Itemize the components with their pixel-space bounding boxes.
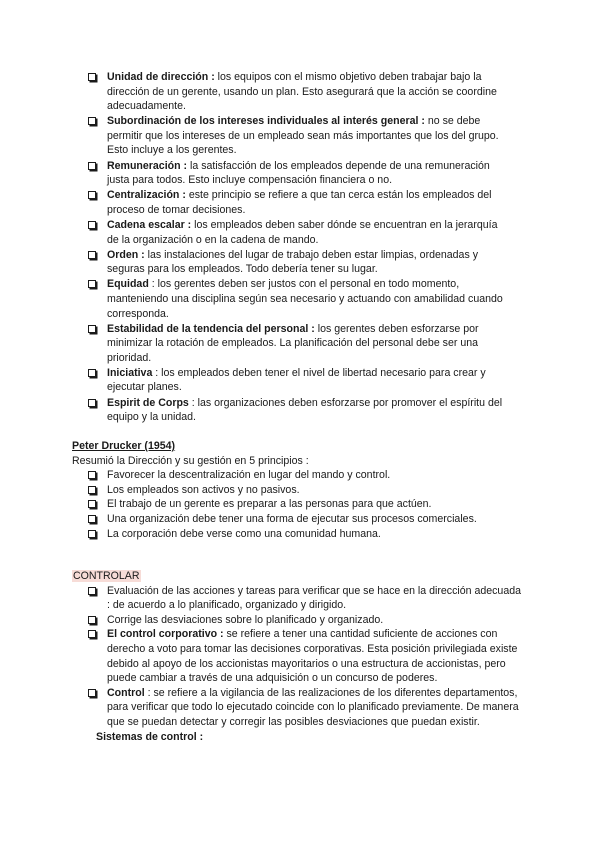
- item-term: Remuneración :: [107, 159, 188, 172]
- list-item: [83, 366, 503, 395]
- principles-list: [83, 70, 503, 425]
- item-term: Estabilidad de la tendencia del personal :: [107, 322, 315, 335]
- item-text: la satisfacción de los empleados depende de una remuneración justa para todos. Esto incluye compensación financiera o no.: [107, 159, 490, 187]
- list-item: [83, 686, 522, 730]
- item-text: este principio se refiere a que tan cerca están los empleados del proceso de tomar decisiones.: [107, 189, 492, 216]
- list-item: Los empleados son activos y no pasivos.: [83, 483, 522, 498]
- item-text: los equipos con el mismo objetivo deben trabajar bajo la dirección de un gerente, usando un plan. Esto asegurará que la acción se coordine adecuadamente.: [107, 71, 497, 113]
- list-item: [83, 248, 503, 277]
- list-item: Una organización debe tener una forma de ejecutar sus procesos comerciales.: [83, 512, 522, 527]
- list-item: [83, 70, 503, 114]
- sistemas-heading: Sistemas de control :: [96, 730, 204, 743]
- item-text: las instalaciones del lugar de trabajo deben estar limpias, ordenadas y seguras para los empleados. Todo debería tener su lugar.: [107, 248, 478, 276]
- list-item: [83, 396, 503, 425]
- item-term: Espirit de Corps: [107, 396, 189, 409]
- list-item: Favorecer la descentralización en lugar del mando y control.: [83, 468, 522, 483]
- drucker-list: [83, 468, 522, 541]
- list-item: [83, 188, 503, 217]
- drucker-intro: Resumió la Dirección y su gestión en 5 principios :: [72, 454, 309, 467]
- item-text: Corrige las desviaciones sobre lo planificado y organizado.: [107, 613, 384, 626]
- list-item: El trabajo de un gerente es preparar a las personas para que actúen.: [83, 497, 522, 512]
- list-item: [83, 159, 503, 188]
- item-term: Unidad de dirección :: [107, 71, 215, 83]
- item-term: Equidad: [107, 278, 149, 291]
- item-text: : los empleados deben tener el nivel de libertad necesario para crear y ejecutar planes.: [107, 366, 486, 394]
- controlar-list: [83, 584, 522, 730]
- list-item: [83, 627, 522, 685]
- item-text: Evaluación de las acciones y tareas para verificar que se hace en la dirección adecuada : de acuerdo a lo planificado, organizado y dirigido.: [107, 584, 521, 612]
- item-term: El control corporativo :: [107, 628, 224, 641]
- item-text: : las organizaciones deben esforzarse por promover el espíritu del equipo y la unidad.: [107, 396, 503, 424]
- item-text: los empleados deben saber dónde se encuentran en la jerarquía de la organización o en la cadena de mando.: [107, 218, 498, 246]
- item-text: : se refiere a la vigilancia de las realizaciones de los diferentes departamentos, para verificar que todo lo ejecutado coincide con lo planificado previamente. De manera que se puedan detectar y corregir las posibles desviaciones que puedan existir.: [107, 686, 519, 728]
- item-text: no se debe permitir que los intereses de un empleado sean más importantes que los del grupo. Esto incluye a los gerentes.: [107, 115, 499, 157]
- controlar-section: [72, 569, 522, 744]
- item-text: se refiere a tener una cantidad suficiente de acciones con derecho a voto para tomar las decisiones corporativas. Esta posición privilegiada existe debido al apoyo de los accionistas mayoritarios o una estructura de accionistas, pero puede cambiar a través de una adquisición o un concurso de poderes.: [107, 628, 518, 685]
- item-text: : los gerentes deben ser justos con el personal en todo momento, manteniendo una disciplina según sea necesario y actuando con amabilidad cuando corresponda.: [107, 278, 503, 320]
- list-item: [83, 584, 522, 613]
- list-item: La corporación debe verse como una comunidad humana.: [83, 527, 522, 542]
- list-item: [83, 322, 503, 366]
- drucker-section: [72, 439, 522, 541]
- list-item: [83, 114, 503, 158]
- item-term: Subordinación de los intereses individuales al interés general :: [107, 115, 425, 128]
- drucker-title: Peter Drucker (1954): [72, 440, 176, 452]
- item-term: Iniciativa: [107, 366, 153, 379]
- item-term: Control: [107, 686, 145, 699]
- item-text: los gerentes deben esforzarse por minimizar la rotación de empleados. La planificación del personal debe ser una prioridad.: [107, 322, 479, 364]
- list-item: [83, 613, 522, 628]
- section-heading: CONTROLAR: [73, 570, 140, 582]
- item-term: Cadena escalar :: [107, 218, 192, 231]
- list-item: [83, 218, 503, 247]
- principles-section: [83, 70, 503, 425]
- item-term: Orden :: [107, 248, 145, 261]
- item-term: Centralización :: [107, 189, 186, 202]
- list-item: [83, 277, 503, 321]
